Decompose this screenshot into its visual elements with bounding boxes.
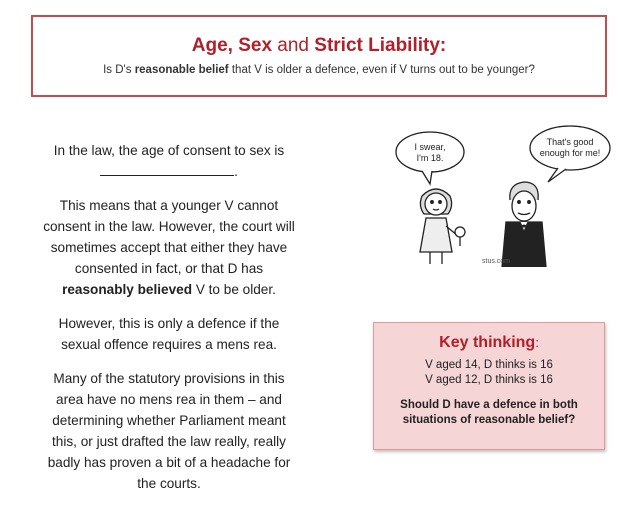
title-part-and: and [277, 35, 309, 56]
lollipop-icon [455, 227, 465, 237]
girl-figure [420, 189, 460, 264]
key-thinking-title [374, 334, 604, 352]
girl-speech-line1: I swear, [414, 142, 446, 152]
consent-text-post: V to be older. [195, 282, 276, 297]
body-text [38, 140, 300, 507]
key-thinking-question [374, 398, 604, 428]
scenario-line-1: V aged 14, D thinks is 16 [425, 359, 553, 371]
subtitle-bold: reasonable belief [134, 64, 229, 76]
key-thinking-colon: : [535, 335, 539, 350]
key-thinking-scenarios [374, 358, 604, 388]
title-box [31, 15, 607, 97]
girl-speech-line2: I'm 18. [416, 153, 444, 163]
key-thinking-box [373, 322, 605, 450]
man-speech-line2: enough for me! [539, 148, 601, 158]
paragraph-statutory: Many of the statutory provisions in this area have no mens rea in them – and determining whether Parliament meant this, or just drafted the law really, really badly has proven a bit of a headache for the courts. [47, 371, 291, 491]
girl-speech-tail [422, 171, 432, 184]
man-speech-line1: That's good [546, 137, 594, 147]
man-speech-tail [548, 168, 566, 182]
key-thinking-label: Key thinking [439, 334, 536, 351]
age-of-consent-text: In the law, the age of consent to sex is [53, 143, 285, 158]
page-title [33, 35, 605, 57]
man-figure [502, 182, 546, 267]
cartoon-image [360, 122, 622, 267]
page-subtitle [33, 64, 605, 76]
consent-text-bold: reasonably believed [62, 282, 193, 297]
consent-text-pre: This means that a younger V cannot consent in the law. However, the court will sometimes accept that either they have consented in fact, or that D has [43, 198, 295, 276]
fill-in-blank [100, 161, 234, 176]
scenario-line-2: V aged 12, D thinks is 16 [425, 374, 553, 386]
age-of-consent-period: . [234, 164, 238, 179]
subtitle-pre: Is D's [103, 64, 132, 76]
girl-speech-bubble [396, 132, 464, 172]
paragraph-age-of-consent [38, 140, 300, 182]
paragraph-mens-rea: However, this is only a defence if the sexual offence requires a mens rea. [58, 316, 280, 352]
question-line-2: situations of reasonable belief? [402, 414, 576, 426]
cartoon-credit: stus.com [482, 258, 511, 265]
subtitle-post: that V is older a defence, even if V turns out to be younger? [231, 64, 535, 76]
paragraph-consent [38, 195, 300, 300]
title-part-strict-liability: Strict Liability: [314, 35, 447, 56]
title-part-age-sex: Age, Sex [191, 35, 273, 56]
question-line-1: Should D have a defence in both [400, 399, 578, 411]
